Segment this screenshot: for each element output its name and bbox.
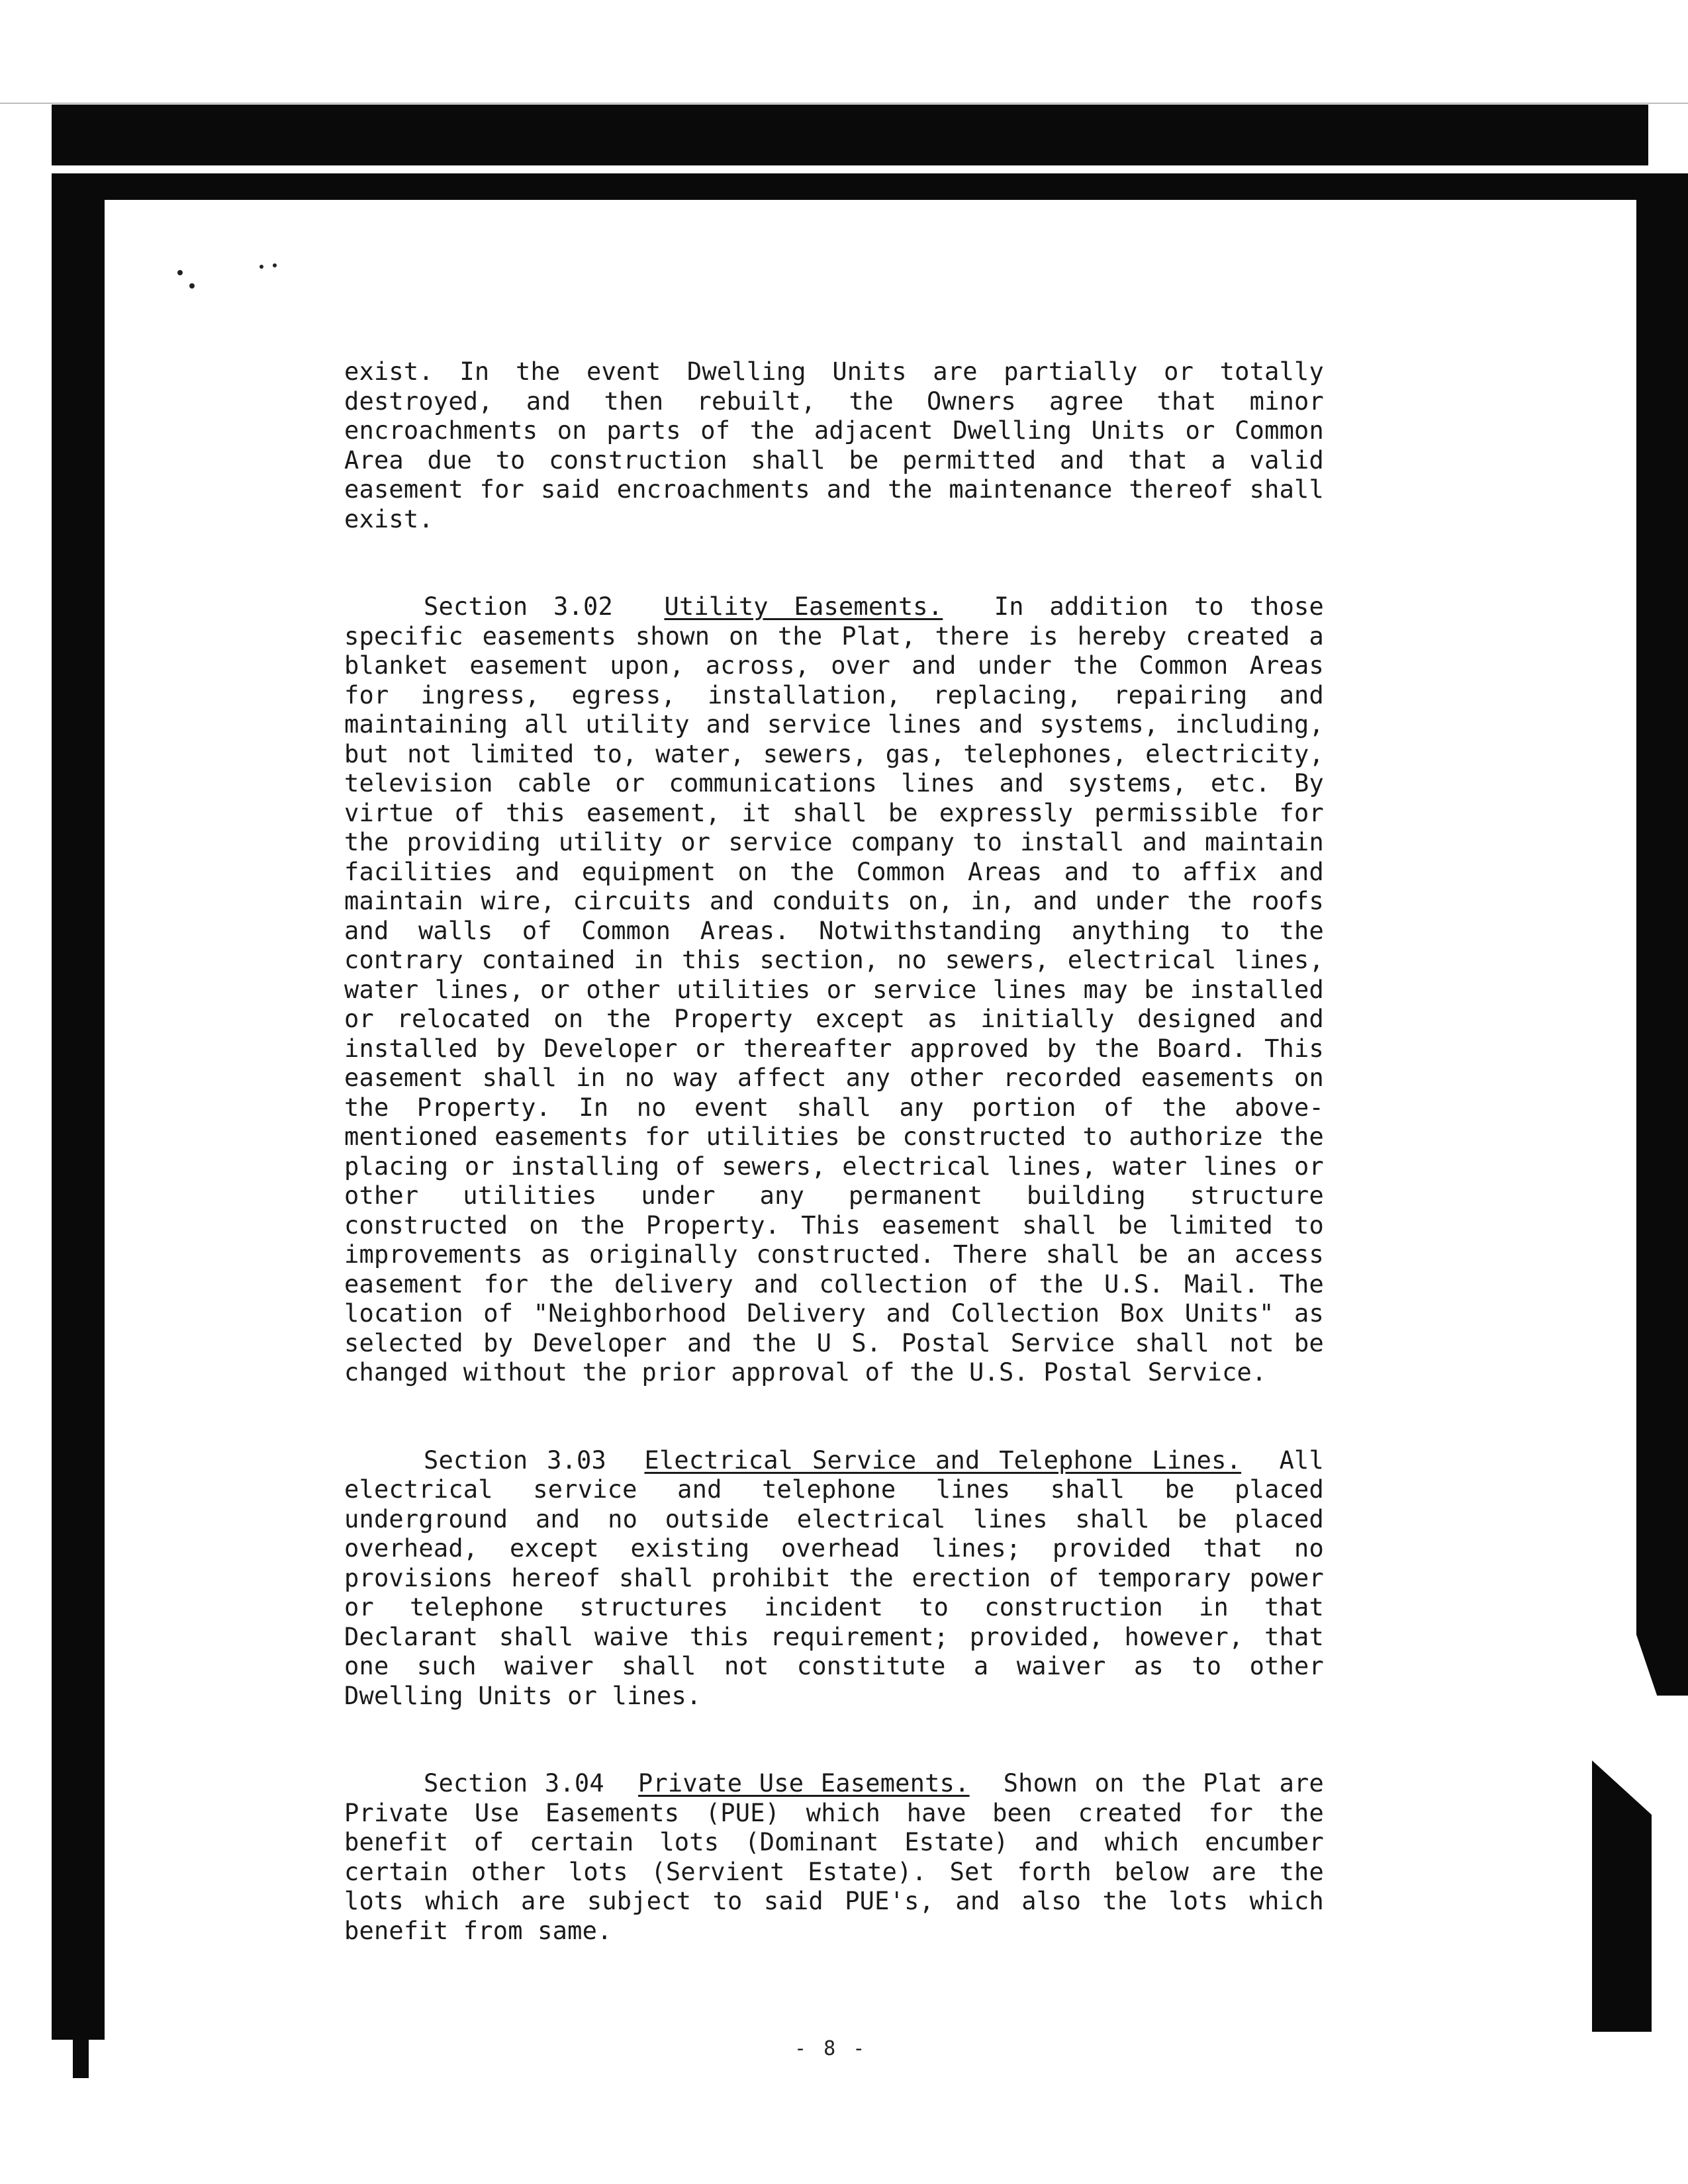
section-3-02 — [344, 592, 1324, 1388]
section-heading: Electrical Service and Telephone Lines. — [644, 1445, 1242, 1475]
section-heading: Utility Easements. — [664, 592, 943, 621]
section-heading: Private Use Easements. — [637, 1769, 970, 1797]
document-body — [344, 357, 1324, 2004]
scan-speck — [273, 263, 277, 267]
scan-speck — [189, 283, 195, 289]
section-3-03 — [344, 1446, 1324, 1711]
scan-border-left-bottom — [73, 2025, 89, 2078]
section-number: Section 3.04 — [424, 1769, 604, 1797]
scan-border-right — [1636, 173, 1688, 1696]
page-number: - 8 - — [794, 2037, 868, 2060]
scan-border-top — [52, 105, 1648, 165]
section-body: In addition to those specific easements shown on the Plat, there is hereby created a blanket easement upon, across, over and under the Common Areas for ingress, egress, installation, replacing, repairing and maintaining all utility and service lines and systems, including, but not limited to, water, sewers, gas, telephones, electricity, television cable or communications lines and systems, etc. By virtue of this easement, it shall be expressly permissible for the providing utility or service company to install and maintain facilities and equipment on the Common Areas and to affix and maintain wire, circuits and conduits on, in, and under the roofs and walls of Common Areas. Notwithstanding anything to the contrary contained in this section, no sewers, electrical lines, water lines, or other utilities or service lines may be installed or relocated on the Property except as initially designed and installed by Developer or thereafter approved by the Board. This easement shall in no way affect any other recorded easements on the Property. In no event shall any portion of the above-mentioned easements for utilities be constructed to authorize the placing or installing of sewers, electrical lines, water lines or other utilities under any permanent building structure constructed on the Property. This easement shall be limited to improvements as originally constructed. There shall be an access easement for the delivery and collection of the U.S. Mail. The location of "Neighborhood Delivery and Collection Box Units" as selected by Developer and the U S. Postal Service shall not be changed without the prior approval of the U.S. Postal Service. — [344, 592, 1325, 1387]
scan-border-top-inner — [52, 173, 1640, 200]
scan-speck — [177, 270, 183, 275]
scan-border-right-wedge — [1592, 1760, 1652, 2032]
section-body: Shown on the Plat are Private Use Easements (PUE) which have been created for the benefit of certain lots (Dominant Estate) and which encumber certain other lots (Servient Estate). Set forth below are the lots which are subject to said PUE's, and also the lots which benefit from same. — [344, 1769, 1325, 1945]
section-number: Section 3.03 — [424, 1445, 606, 1475]
scan-speck — [259, 265, 263, 269]
section-3-04 — [344, 1769, 1324, 1946]
opening-paragraph: exist. In the event Dwelling Units are partially or totally destroyed, and then rebuilt, the Owners agree that minor encroachments on parts of the adjacent Dwelling Units or Common Area due to construction shall be permitted and that a valid easement for said encroachments and the maintenance thereof shall exist. — [344, 357, 1324, 533]
scan-border-left — [52, 173, 105, 2040]
section-number: Section 3.02 — [424, 592, 613, 621]
scan-edge-line — [0, 103, 1688, 104]
section-body: All electrical service and telephone lines shall be placed underground and no outside electrical lines shall be placed overhead, except existing overhead lines; provided that no provisions hereof shall prohibit the erection of temporary power or telephone structures incident to construction in that Declarant shall waive this requirement; provided, however, that one such waiver shall not constitute a waiver as to other Dwelling Units or lines. — [344, 1445, 1325, 1710]
